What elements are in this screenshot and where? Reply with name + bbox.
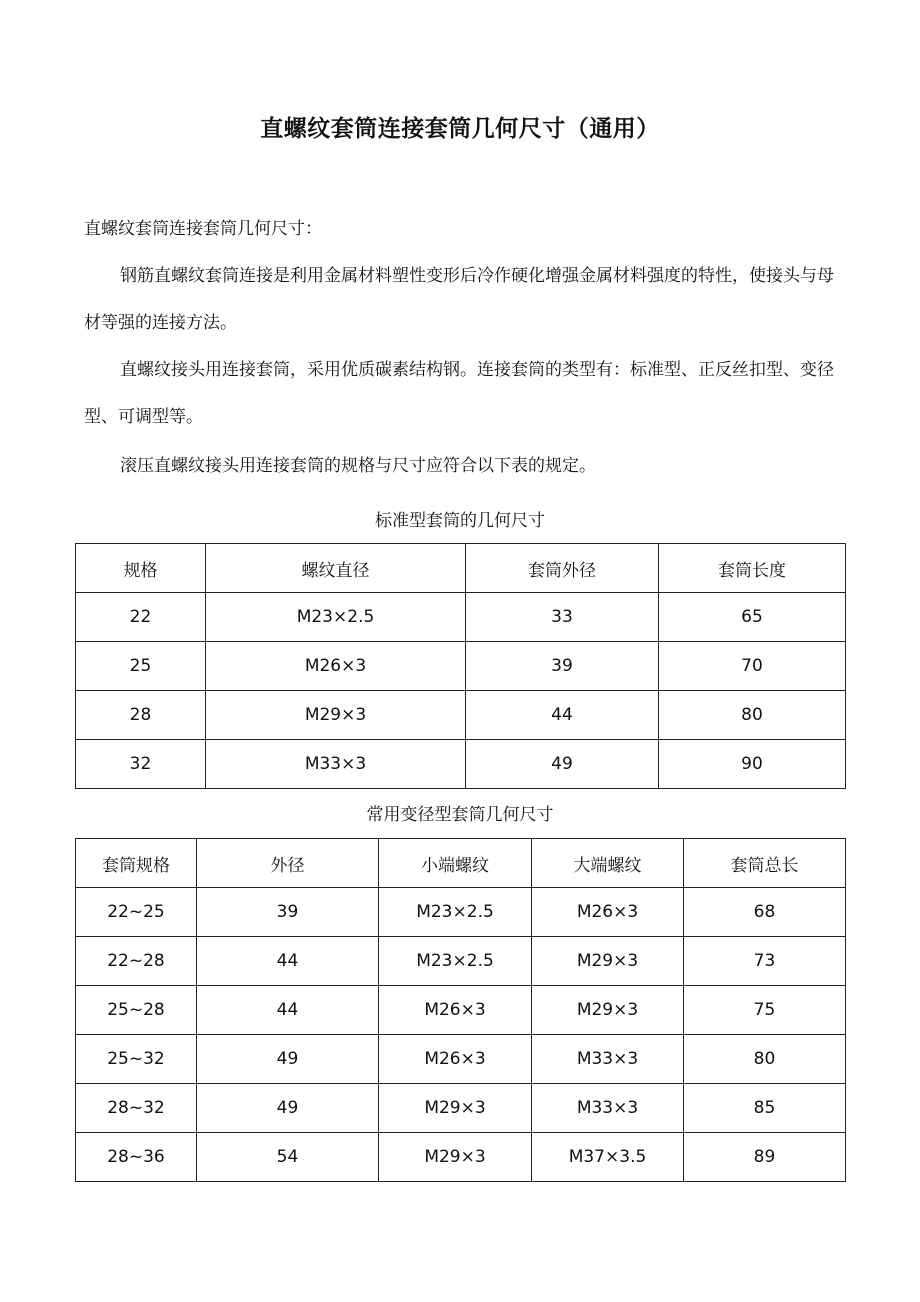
table-cell: M26×3: [206, 642, 466, 691]
header-cell: 套筒总长: [684, 839, 846, 888]
table-row: [76, 986, 846, 1035]
table-row: [76, 740, 846, 789]
header-cell: 外径: [197, 839, 379, 888]
header-cell: 套筒外径: [466, 544, 659, 593]
table-cell: 22~28: [76, 937, 197, 986]
table-cell: M33×3: [532, 1035, 684, 1084]
table-cell: M29×3: [532, 986, 684, 1035]
table-cell: 65: [659, 593, 846, 642]
table-cell: M37×3.5: [532, 1133, 684, 1182]
standard-sleeve-table: [75, 543, 846, 789]
sleeve-types-paragraph: 直螺纹接头用连接套筒，采用优质碳素结构钢。连接套筒的类型有：标准型、正反丝扣型、变径型、可调型等。: [84, 360, 834, 427]
table-cell: 90: [659, 740, 846, 789]
table-cell: M33×3: [532, 1084, 684, 1133]
table-cell: 39: [197, 888, 379, 937]
table-cell: M29×3: [206, 691, 466, 740]
table-cell: 49: [197, 1035, 379, 1084]
intro-heading-paragraph: 直螺纹套筒连接套筒几何尺寸：: [84, 219, 322, 239]
specification-paragraph: 滚压直螺纹接头用连接套筒的规格与尺寸应符合以下表的规定。: [120, 456, 596, 476]
table-row: [76, 1084, 846, 1133]
method-paragraph: 钢筋直螺纹套筒连接是利用金属材料塑性变形后冷作硬化增强金属材料强度的特性，使接头与母材等强的连接方法。: [84, 266, 834, 333]
table-cell: 25~32: [76, 1035, 197, 1084]
table-row: [76, 593, 846, 642]
table-cell: 85: [684, 1084, 846, 1133]
table1-caption: 标准型套筒的几何尺寸: [375, 511, 545, 531]
header-cell: 螺纹直径: [206, 544, 466, 593]
table-cell: 32: [76, 740, 206, 789]
header-cell: 大端螺纹: [532, 839, 684, 888]
header-cell: 规格: [76, 544, 206, 593]
table-row: [76, 1133, 846, 1182]
table-cell: 54: [197, 1133, 379, 1182]
table-cell: 49: [466, 740, 659, 789]
reducing-sleeve-table: [75, 838, 846, 1182]
table-cell: M26×3: [379, 1035, 532, 1084]
header-cell: 套筒长度: [659, 544, 846, 593]
table-row: [76, 888, 846, 937]
table-cell: 44: [197, 986, 379, 1035]
table-cell: M23×2.5: [206, 593, 466, 642]
table-cell: 33: [466, 593, 659, 642]
table-cell: 22~25: [76, 888, 197, 937]
table-cell: M29×3: [379, 1133, 532, 1182]
table-cell: M23×2.5: [379, 937, 532, 986]
table-cell: 28~32: [76, 1084, 197, 1133]
table2-caption: 常用变径型套筒几何尺寸: [366, 805, 554, 825]
table-row: [76, 691, 846, 740]
table-cell: 73: [684, 937, 846, 986]
table-cell: 80: [659, 691, 846, 740]
table-header-row: [76, 544, 846, 593]
table-cell: M33×3: [206, 740, 466, 789]
table-cell: 28: [76, 691, 206, 740]
table-cell: 70: [659, 642, 846, 691]
table-header-row: [76, 839, 846, 888]
table-cell: 80: [684, 1035, 846, 1084]
table-cell: M23×2.5: [379, 888, 532, 937]
table-cell: 49: [197, 1084, 379, 1133]
table-cell: M26×3: [379, 986, 532, 1035]
table-row: [76, 642, 846, 691]
table-cell: 75: [684, 986, 846, 1035]
table-cell: 44: [466, 691, 659, 740]
table-cell: 89: [684, 1133, 846, 1182]
table-cell: 68: [684, 888, 846, 937]
table-row: [76, 937, 846, 986]
table-row: [76, 1035, 846, 1084]
table-cell: 28~36: [76, 1133, 197, 1182]
header-cell: 小端螺纹: [379, 839, 532, 888]
table-cell: 25: [76, 642, 206, 691]
page-title: 直螺纹套筒连接套筒几何尺寸（通用）: [260, 116, 660, 142]
header-cell: 套筒规格: [76, 839, 197, 888]
table-cell: M29×3: [379, 1084, 532, 1133]
table-cell: 39: [466, 642, 659, 691]
table-cell: 22: [76, 593, 206, 642]
table-cell: M26×3: [532, 888, 684, 937]
table-cell: M29×3: [532, 937, 684, 986]
table-cell: 25~28: [76, 986, 197, 1035]
table-cell: 44: [197, 937, 379, 986]
